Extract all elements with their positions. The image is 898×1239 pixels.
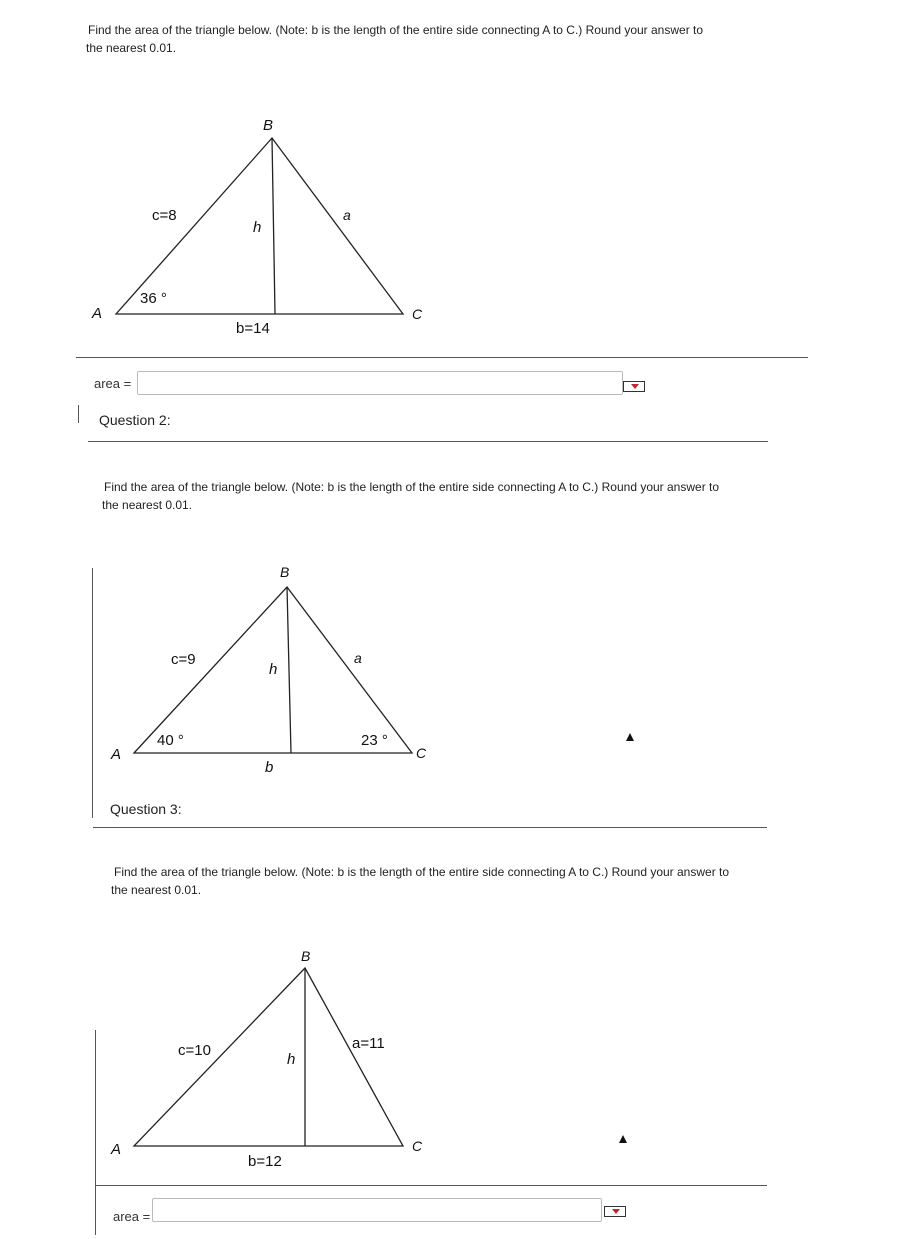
q1-angle-a: 36 ° xyxy=(140,290,167,307)
q1-divider xyxy=(76,357,808,358)
q1-vertex-b: B xyxy=(263,117,274,134)
q1-height-h: h xyxy=(253,219,262,236)
mouse-cursor-icon-2 xyxy=(619,1135,627,1143)
q3-instruction-line2: the nearest 0.01. xyxy=(111,883,202,897)
q3-vertex-c: C xyxy=(412,1138,423,1154)
q3-units-dropdown[interactable] xyxy=(604,1206,626,1217)
q3-instruction xyxy=(111,863,814,899)
q2-angle-c: 23 ° xyxy=(361,732,388,749)
q2-altitude-line xyxy=(287,587,291,753)
q1-area-input[interactable] xyxy=(137,371,623,395)
q1-area-label: area = xyxy=(94,376,132,391)
q3-area-input[interactable] xyxy=(152,1198,602,1222)
q3-dropdown-arrow-icon xyxy=(612,1209,620,1214)
q3-title: Question 3: xyxy=(110,801,182,817)
q3-bottom-divider xyxy=(95,1185,767,1186)
q2-vertex-a: A xyxy=(111,746,122,763)
q2-divider xyxy=(88,441,768,442)
q2-height-h: h xyxy=(269,661,278,678)
q1-instruction-line2: the nearest 0.01. xyxy=(86,41,177,55)
mouse-cursor-icon xyxy=(626,733,634,741)
q1-side-a: a xyxy=(343,207,351,223)
q1-dropdown-arrow-icon xyxy=(631,384,639,389)
q2-angle-a: 40 ° xyxy=(157,732,184,749)
q3-triangle xyxy=(134,968,403,1146)
q1-side-c: c=8 xyxy=(152,207,177,224)
q2-title: Question 2: xyxy=(99,412,171,428)
q3-triangle-diagram xyxy=(0,930,898,1180)
q3-side-b: b=12 xyxy=(248,1153,282,1170)
q3-divider xyxy=(93,827,767,828)
q1-altitude-line xyxy=(272,138,275,314)
q2-vertex-c: C xyxy=(416,745,427,761)
q3-area-label: area = xyxy=(113,1209,151,1224)
q3-vertex-b: B xyxy=(301,948,311,964)
q2-instruction-line2: the nearest 0.01. xyxy=(102,498,193,512)
q3-instruction-line1: Find the area of the triangle below. (Note: b is the length of the entire side connecting A to C.) Round your answer to xyxy=(114,865,730,879)
q2-side-a: a xyxy=(354,650,362,666)
q1-vertex-c: C xyxy=(412,306,423,322)
q1-triangle-diagram xyxy=(0,0,898,360)
q3-side-c: c=10 xyxy=(178,1042,211,1059)
q1-vertex-a: A xyxy=(92,305,103,322)
q2-triangle-diagram xyxy=(0,540,898,790)
q2-instruction xyxy=(104,478,804,514)
q2-vertex-b: B xyxy=(280,564,290,580)
q2-side-c: c=9 xyxy=(171,651,196,668)
q2-instruction-line1: Find the area of the triangle below. (Note: b is the length of the entire side connecting A to C.) Round your answer to xyxy=(104,480,720,494)
q1-instruction-line1: Find the area of the triangle below. (Note: b is the length of the entire side connecting A to C.) Round your answer to xyxy=(88,23,704,37)
q2-side-b: b xyxy=(265,759,274,776)
q3-side-a: a=11 xyxy=(352,1035,385,1052)
q1-units-dropdown[interactable] xyxy=(623,381,645,392)
q3-vertex-a: A xyxy=(111,1141,122,1158)
q2-left-border xyxy=(78,405,79,423)
q1-side-b: b=14 xyxy=(236,320,270,337)
q3-height-h: h xyxy=(287,1051,296,1068)
